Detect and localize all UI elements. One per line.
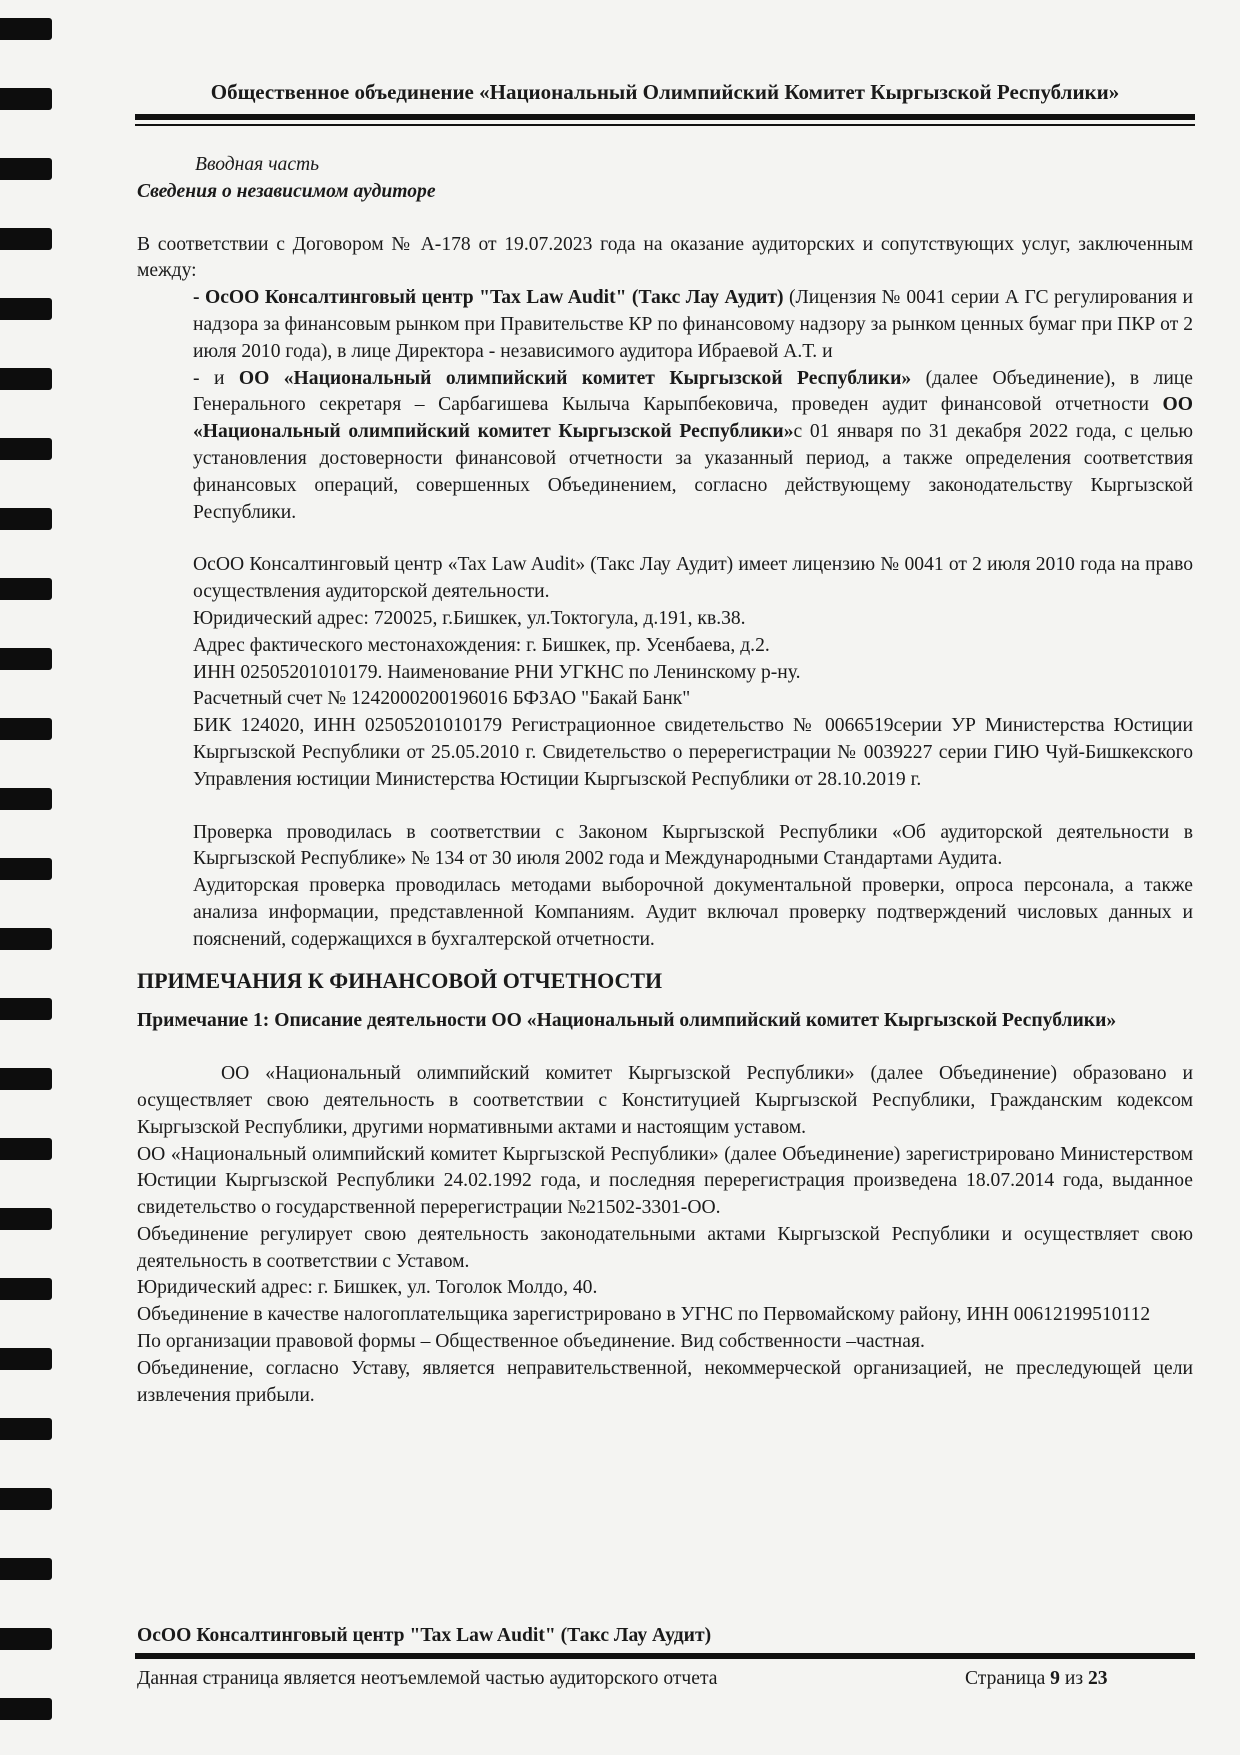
binding-hole <box>0 158 52 180</box>
binding-hole <box>0 88 52 110</box>
binding-hole <box>0 1628 52 1650</box>
paragraph: В соответствии с Договором № А-178 от 19.07.2023 года на оказание аудиторских и сопутствующих услуг, заключенным между: <box>137 233 1193 282</box>
binding-hole <box>0 1488 52 1510</box>
binding-hole <box>0 1698 52 1720</box>
party-name: ОО «Национальный олимпийский комитет Кыргызской Республики» <box>238 367 912 389</box>
binding-hole <box>0 508 52 530</box>
binding-hole <box>0 1418 52 1440</box>
binding-hole <box>0 648 52 670</box>
page-header-title: Общественное объединение «Национальный Олимпийский Комитет Кыргызской Республики» <box>210 80 1120 104</box>
paragraph: Расчетный счет № 1242000200196016 БФЗАО "Бакай Банк" <box>193 688 691 710</box>
binding-hole <box>0 998 52 1020</box>
paragraph: По организации правовой формы – Общественное объединение. Вид собственности –частная. <box>137 1331 925 1353</box>
binding-hole <box>0 368 52 390</box>
footer-rule <box>135 1653 1195 1659</box>
paragraph: Объединение регулирует свою деятельность законодательными актами Кыргызской Республики и осуществляет свою деятельность в соответствии с Уставом. <box>137 1223 1193 1272</box>
binding-hole <box>0 298 52 320</box>
paragraph: Адрес фактического местонахождения: г. Бишкек, пр. Усенбаева, д.2. <box>193 634 770 656</box>
binding-hole <box>0 228 52 250</box>
binding-hole <box>0 928 52 950</box>
paragraph: - и ОО «Национальный олимпийский комитет Кыргызской Республики» (далее Объединение), в лице Генерального секретаря – Сарбагишева Кылыча Карыпбековича, проведен аудит финансовой отчетности ОО «Национальный олимпийский комитет Кыргызской Республики»с 01 января по 31 декабря 2022 года, с целью установления достоверности финансовой отчетности за указанный период, а также определения соответствия финансовых операций, совершенных Объединением, согласно действующему законодательству Кыргызской Республики. <box>193 367 1193 523</box>
page-footer <box>137 1668 1137 1690</box>
header-rule <box>135 114 1195 120</box>
spiral-binding <box>0 0 60 1755</box>
paragraph: Объединение, согласно Уставу, является неправительственной, некоммерческой организацией, не преследующей цели извлечения прибыли. <box>137 1357 1193 1406</box>
paragraph: БИК 124020, ИНН 02505201010179 Регистрационное свидетельство № 0066519серии УР Министерства Юстиции Кыргызской Республики от 25.05.2010 г. Свидетельство о перерегистрации № 0039227 серии ГИЮ Чуй-Бишкекского Управления юстиции Министерства Юстиции Кыргызской Республики от 28.10.2019 г. <box>193 715 1193 790</box>
paragraph: ОО «Национальный олимпийский комитет Кыргызской Республики» (далее Объединение) образовано и осуществляет свою деятельность в соответствии с Конституцией Кыргызской Республики, Гражданским кодексом Кыргызской Республики, другими нормативными актами и настоящим уставом. <box>137 1063 1193 1138</box>
note-title: Примечание 1: Описание деятельности ОО «Национальный олимпийский комитет Кыргызской Республики» <box>137 1010 1117 1032</box>
auditor-details <box>137 552 1193 953</box>
paragraph: Проверка проводилась в соответствии с Законом Кыргызской Республики «Об аудиторской деятельности в Кыргызской Республике» № 134 от 30 июля 2002 года и Международными Стандартами Аудита. <box>193 821 1193 870</box>
paragraph: Юридический адрес: 720025, г.Бишкек, ул.Токтогула, д.191, кв.38. <box>193 607 746 629</box>
party-name: - ОсОО Консалтинговый центр "Tax Law Audit" (Такс Лау Аудит) <box>193 287 784 309</box>
section-label: Вводная часть <box>195 154 320 175</box>
section-subtitle: Сведения о независимом аудиторе <box>137 180 436 202</box>
binding-hole <box>0 1208 52 1230</box>
binding-hole <box>0 1138 52 1160</box>
paragraph: - ОсОО Консалтинговый центр "Tax Law Audit" (Такс Лау Аудит) (Лицензия № 0041 серии А ГС регулирования и надзора за финансовым рынком при Правительстве КР по финансовому надзору за рынком ценных бумаг при ПКР от 2 июля 2010 года), в лице Директора - независимого аудитора Ибраевой А.Т. и <box>193 287 1193 362</box>
binding-hole <box>0 578 52 600</box>
paragraph: ОсОО Консалтинговый центр «Tax Law Audit» (Такс Лау Аудит) имеет лицензию № 0041 от 2 июля 2010 года на право осуществления аудиторской деятельности. <box>193 554 1193 603</box>
paragraph: ОО «Национальный олимпийский комитет Кыргызской Республики» (далее Объединение) зарегистрировано Министерством Юстиции Кыргызской Республики 24.02.1992 года, и последняя перерегистрация произведена 18.07.2014 года, выданное свидетельство о государственной перерегистрации №21502-3301-ОО. <box>137 1143 1193 1219</box>
document-body <box>137 152 1193 1409</box>
binding-hole <box>0 1068 52 1090</box>
paragraph: Аудиторская проверка проводилась методами выборочной документальной проверки, опроса персонала, а также анализа информации, представленной Компаниям. Аудит включал проверку подтверждений числовых данных и пояснений, содержащихся в бухгалтерской отчетности. <box>193 875 1193 950</box>
party-name: ОО «Национальный олимпийский комитет Кыргызской Республики» <box>193 394 1193 443</box>
binding-hole <box>0 1278 52 1300</box>
footer-note: Данная страница является неотъемлемой частью аудиторского отчета <box>137 1668 718 1689</box>
binding-hole <box>0 858 52 880</box>
binding-hole <box>0 1348 52 1370</box>
binding-hole <box>0 438 52 460</box>
binding-hole <box>0 788 52 810</box>
binding-hole <box>0 1558 52 1580</box>
page-number: Страница 9 из 23 <box>965 1668 1108 1689</box>
binding-hole <box>0 718 52 740</box>
footer-company: ОсОО Консалтинговый центр "Tax Law Audit" (Такс Лау Аудит) <box>137 1625 712 1646</box>
section-title: ПРИМЕЧАНИЯ К ФИНАНСОВОЙ ОТЧЕТНОСТИ <box>137 967 663 993</box>
header-rule-thin <box>135 124 1195 126</box>
paragraph: ИНН 02505201010179. Наименование РНИ УГКНС по Ленинскому р-ну. <box>193 661 801 683</box>
binding-hole <box>0 18 52 40</box>
paragraph: Объединение в качестве налогоплательщика зарегистрировано в УГНС по Первомайскому району, ИНН 00612199510112 <box>137 1304 1151 1326</box>
paragraph: Юридический адрес: г. Бишкек, ул. Тоголок Молдо, 40. <box>137 1277 598 1299</box>
